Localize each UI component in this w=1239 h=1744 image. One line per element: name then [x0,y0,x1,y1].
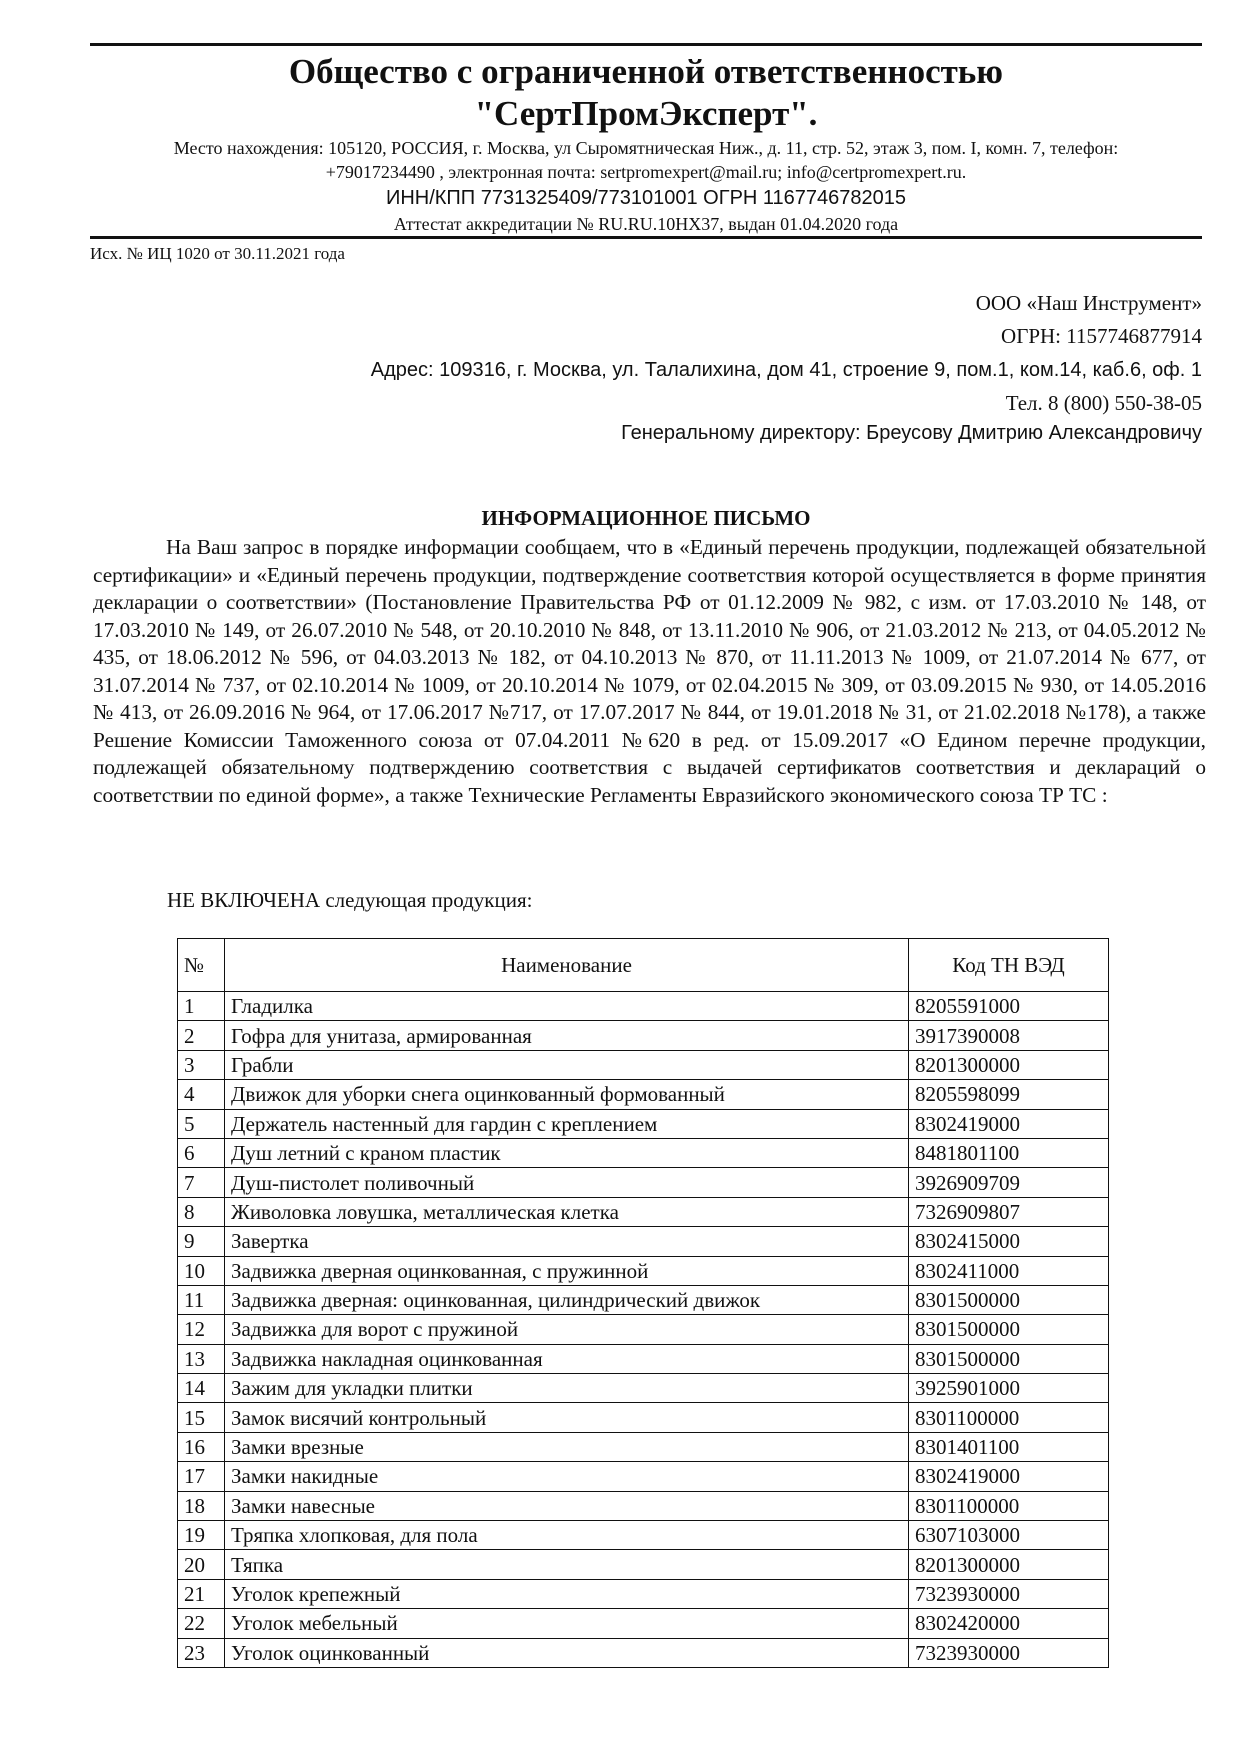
tn-ved-code-cell: 8201300000 [909,1050,1109,1079]
letter-body [93,534,1206,809]
row-number-cell: 12 [178,1315,225,1344]
tn-ved-code-cell: 8301100000 [909,1403,1109,1432]
table-row [178,1256,1109,1285]
recipient-ogrn: ОГРН: 1157746877914 [1001,324,1202,348]
row-number-cell: 6 [178,1138,225,1167]
company-address-line1: Место нахождения: 105120, РОССИЯ, г. Москва, ул Сыромятническая Ниж., д. 11, стр. 52, этаж 3, пом. I, комн. 7, телефон: [173,138,1119,158]
tn-ved-code-cell: 7323930000 [909,1579,1109,1608]
table-row [178,1168,1109,1197]
table-row [178,1021,1109,1050]
letter-title: ИНФОРМАЦИОННОЕ ПИСЬМО [481,506,811,530]
tn-ved-code-cell: 7323930000 [909,1638,1109,1667]
product-name-cell: Задвижка дверная оцинкованная, с пружинной [225,1256,909,1285]
product-name-cell: Замок висячий контрольный [225,1403,909,1432]
tn-ved-code-cell: 8481801100 [909,1138,1109,1167]
tn-ved-code-cell: 6307103000 [909,1521,1109,1550]
tn-ved-code-cell: 8301401100 [909,1432,1109,1461]
table-row [178,1579,1109,1608]
table-row [178,1227,1109,1256]
product-name-cell: Держатель настенный для гардин с креплением [225,1109,909,1138]
tn-ved-code-cell: 8301500000 [909,1315,1109,1344]
product-name-cell: Грабли [225,1050,909,1079]
row-number-cell: 16 [178,1432,225,1461]
row-number-cell: 2 [178,1021,225,1050]
row-number-cell: 20 [178,1550,225,1579]
table-row [178,1550,1109,1579]
tn-ved-code-cell: 3917390008 [909,1021,1109,1050]
table-row [178,1374,1109,1403]
table-row [178,992,1109,1021]
table-row [178,1285,1109,1314]
row-number-cell: 22 [178,1609,225,1638]
product-name-cell: Уголок оцинкованный [225,1638,909,1667]
table-row [178,1432,1109,1461]
row-number-cell: 3 [178,1050,225,1079]
tn-ved-code-cell: 8302411000 [909,1256,1109,1285]
table-row [178,1491,1109,1520]
row-number-cell: 8 [178,1197,225,1226]
row-number-cell: 15 [178,1403,225,1432]
product-name-cell: Замки накидные [225,1462,909,1491]
row-number-cell: 1 [178,992,225,1021]
recipient-address: Адрес: 109316, г. Москва, ул. Талалихина, дом 41, строение 9, пом.1, ком.14, каб.6, оф. 1 [370,359,1202,381]
outgoing-reference: Исх. № ИЦ 1020 от 30.11.2021 года [90,244,345,263]
recipient-phone: Тел. 8 (800) 550-38-05 [1005,391,1202,415]
product-name-cell: Задвижка накладная оцинкованная [225,1344,909,1373]
table-row [178,1080,1109,1109]
row-number-cell: 9 [178,1227,225,1256]
table-row [178,1197,1109,1226]
company-address-line2: +79017234490 , электронная почта: sertpromexpert@mail.ru; info@certpromexpert.ru. [325,162,967,182]
tn-ved-code-cell: 8205598099 [909,1080,1109,1109]
table-row [178,1609,1109,1638]
tn-ved-code-cell: 8301100000 [909,1491,1109,1520]
row-number-cell: 4 [178,1080,225,1109]
tn-ved-code-cell: 7326909807 [909,1197,1109,1226]
product-name-cell: Душ летний с краном пластик [225,1138,909,1167]
table-header-row [178,939,1109,992]
row-number-cell: 18 [178,1491,225,1520]
tn-ved-code-cell: 8301500000 [909,1344,1109,1373]
row-number-cell: 10 [178,1256,225,1285]
tn-ved-code-cell: 8302420000 [909,1609,1109,1638]
table-row [178,1403,1109,1432]
tn-ved-code-cell: 8302419000 [909,1109,1109,1138]
company-accreditation: Аттестат аккредитации № RU.RU.10HX37, выдан 01.04.2020 года [393,214,899,234]
product-name-cell: Уголок крепежный [225,1579,909,1608]
row-number-cell: 13 [178,1344,225,1373]
company-name-line1: Общество с ограниченной ответственностью [288,52,1004,91]
company-name-line2: "СертПромЭксперт". [474,94,818,133]
table-row [178,1050,1109,1079]
product-name-cell: Душ-пистолет поливочный [225,1168,909,1197]
product-name-cell: Движок для уборки снега оцинкованный формованный [225,1080,909,1109]
row-number-cell: 7 [178,1168,225,1197]
tn-ved-code-cell: 3926909709 [909,1168,1109,1197]
product-name-cell: Задвижка для ворот с пружиной [225,1315,909,1344]
product-name-cell: Завертка [225,1227,909,1256]
header-bottom-rule [90,236,1202,239]
tn-ved-code-cell: 8302419000 [909,1462,1109,1491]
tn-ved-code-cell: 3925901000 [909,1374,1109,1403]
tn-ved-code-cell: 8201300000 [909,1550,1109,1579]
product-name-cell: Гофра для унитаза, армированная [225,1021,909,1050]
tn-ved-code-cell: 8302415000 [909,1227,1109,1256]
products-table [177,938,1109,1668]
table-row [178,1315,1109,1344]
table-row [178,1462,1109,1491]
tn-ved-code-cell: 8301500000 [909,1285,1109,1314]
column-header-name: Наименование [225,939,909,992]
table-row [178,1109,1109,1138]
table-body [178,992,1109,1668]
row-number-cell: 23 [178,1638,225,1667]
company-inn-line: ИНН/КПП 7731325409/773101001 ОГРН 1167746782015 [385,187,907,209]
table-row [178,1344,1109,1373]
not-included-statement: НЕ ВКЛЮЧЕНА следующая продукция: [167,888,533,912]
table-row [178,1138,1109,1167]
letter-body-paragraph: На Ваш запрос в порядке информации сообщаем, что в «Единый перечень продукции, подлежащей обязательной сертификации» и «Единый перечень продукции, подтверждение соответствия которой осуществляется в форме принятия декларации о соответствии» (Постановление Правительства РФ от 01.12.2009 № 982, с изм. от 17.03.2010 № 148, от 17.03.2010 № 149, от 26.07.2010 № 548, от 20.10.2010 № 848, от 13.11.2010 № 906, от 21.03.2012 № 213, от 04.05.2012 № 435, от 18.06.2012 № 596, от 04.03.2013 № 182, от 04.10.2013 № 870, от 11.11.2013 № 1009, от 21.07.2014 № 677, от 31.07.2014 № 737, от 02.10.2014 № 1009, от 20.10.2014 № 1079, от 02.04.2015 № 309, от 03.09.2015 № 930, от 14.05.2016 № 413, от 26.09.2016 № 964, от 17.06.2017 №717, от 17.07.2017 № 844, от 19.01.2018 № 31, от 21.02.2018 №178), а также Решение Комиссии Таможенного союза от 07.04.2011 №620 в ред. от 15.09.2017 «О Едином перечне продукции, подлежащей обязательному подтверждению соответствия с выдачей сертификатов соответствия и деклараций о соответствии по единой форме», а также Технические Регламенты Евразийского экономического союза ТР ТС : [93,535,1206,807]
header-top-rule [90,43,1202,46]
table-row [178,1521,1109,1550]
row-number-cell: 19 [178,1521,225,1550]
product-name-cell: Задвижка дверная: оцинкованная, цилиндрический движок [225,1285,909,1314]
product-name-cell: Гладилка [225,992,909,1021]
column-header-number: № [178,939,225,992]
product-name-cell: Зажим для укладки плитки [225,1374,909,1403]
product-name-cell: Замки врезные [225,1432,909,1461]
table-row [178,1638,1109,1667]
product-name-cell: Уголок мебельный [225,1609,909,1638]
product-name-cell: Замки навесные [225,1491,909,1520]
row-number-cell: 14 [178,1374,225,1403]
product-name-cell: Тряпка хлопковая, для пола [225,1521,909,1550]
recipient-director: Генеральному директору: Бреусову Дмитрию Александровичу [621,422,1202,444]
tn-ved-code-cell: 8205591000 [909,992,1109,1021]
product-name-cell: Тяпка [225,1550,909,1579]
row-number-cell: 11 [178,1285,225,1314]
row-number-cell: 17 [178,1462,225,1491]
row-number-cell: 5 [178,1109,225,1138]
column-header-code: Код ТН ВЭД [909,939,1109,992]
product-name-cell: Живоловка ловушка, металлическая клетка [225,1197,909,1226]
row-number-cell: 21 [178,1579,225,1608]
recipient-company: ООО «Наш Инструмент» [975,291,1202,315]
